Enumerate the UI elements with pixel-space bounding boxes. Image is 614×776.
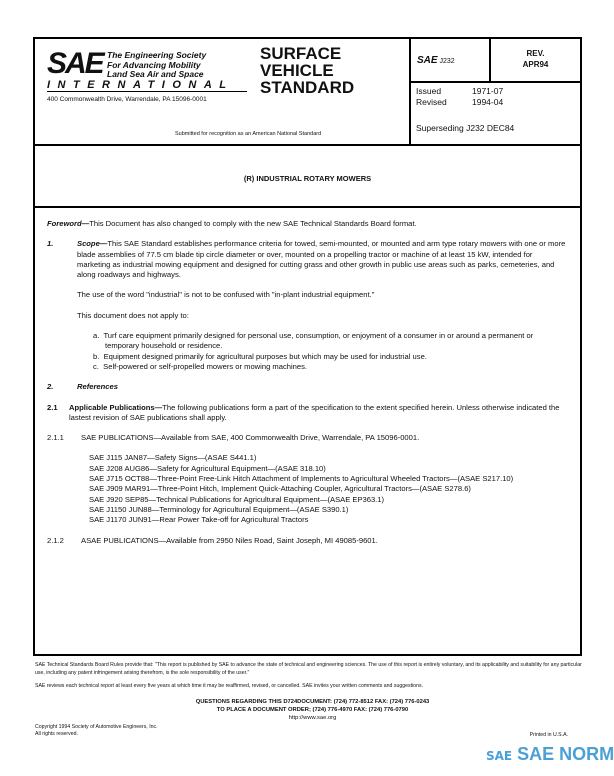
header: [35, 39, 580, 146]
reference-item: SAE J920 SEP85—Technical Publications for Agricultural Equipment—(ASAE EP363.1): [89, 494, 385, 504]
reference-item: SAE J1150 JUN88—Terminology for Agricultural Equipment—(ASAE S390.1): [89, 504, 349, 514]
doc-number-cell: [411, 39, 491, 83]
review-text: SAE reviews each technical report at least every five years at which time it may be reaffirmed, revised, or cancelled. SAE invites your written comments and suggestions.: [35, 683, 423, 689]
section-number: 2.1.1: [47, 433, 64, 443]
website-link[interactable]: http://www.sae.org: [288, 714, 337, 721]
doc-type-line: STANDARD: [260, 78, 355, 97]
section-number: 2.1: [47, 402, 58, 412]
watermark-text: SAE NORM: [517, 744, 614, 764]
section-number: 1.: [47, 239, 54, 249]
reference-item: SAE J208 AUG86—Safety for Agricultural Equipment—(ASAE 318.10): [89, 463, 326, 473]
sae-norm-watermark: [486, 744, 614, 765]
subsection-text: SAE PUBLICATIONS—Available from SAE, 400 Commonwealth Drive, Warrendale, PA 15096-0001.: [81, 433, 420, 443]
international-label: INTERNATIONAL: [47, 79, 247, 92]
document-title: (R) INDUSTRIAL ROTARY MOWERS: [35, 146, 580, 208]
subsection-label: Applicable Publications—: [69, 402, 163, 412]
list-item: [47, 352, 567, 362]
printed-in: Printed in U.S.A.: [529, 731, 568, 738]
footer: [35, 662, 590, 739]
references-heading: References: [77, 382, 118, 392]
logo-text: SAE: [47, 47, 103, 80]
reference-item: SAE J715 OCT88—Three-Point Free-Link Hitch Attachment of Implements to Agricultural Wheeled Tractors—(ASAE S217.10): [89, 474, 514, 484]
scope-paragraph: The use of the word "industrial" is not to be confused with "in-plant industrial equipment.": [77, 290, 375, 300]
copyright: Copyright 1994 Society of Automotive Engineers, Inc.: [35, 723, 158, 730]
scope-text: This SAE Standard establishes performance criteria for towed, semi-mounted, or mounted and arm type rotary mowers with one or more blade assemblies of 77.5 cm blade tip circle diameter or over, mounted on a propelling tractor or machine of at least 15 kW, intended for marketing as industrial mowing equipment and designed for cutting grass and other growth in public use areas such as parks, cemeteries, and along roadways and highways.: [77, 239, 566, 280]
address: 400 Commonwealth Drive, Warrendale, PA 15096-0001: [47, 96, 207, 103]
watermark-logo: SAE: [486, 749, 513, 763]
revised-label: Revised: [416, 97, 447, 107]
document-header-box: [33, 37, 582, 656]
list-text: Equipment designed primarily for agricultural purposes but which may be used for industrial use.: [103, 351, 427, 361]
doc-type: [260, 45, 354, 96]
list-marker: b.: [93, 351, 100, 361]
doc-type-line: SURFACE: [260, 44, 342, 63]
tagline-line: The Engineering Society: [107, 50, 207, 60]
foreword-text: This Document has also changed to comply with the new SAE Technical Standards Board format.: [89, 219, 417, 228]
supersedes: Superseding J232 DEC84: [416, 123, 515, 133]
foreword-label: Foreword—: [47, 219, 90, 228]
tagline-line: Land Sea Air and Space: [107, 69, 204, 79]
issued-label: Issued: [416, 86, 442, 96]
scope-paragraph: This document does not apply to:: [77, 310, 189, 320]
questions-contact: QUESTIONS REGARDING THIS D724DOCUMENT: (724) 772-8512 FAX: (724) 776-0243: [195, 698, 430, 705]
list-marker: c.: [93, 361, 99, 371]
list-item: [47, 362, 567, 372]
sae-mini-logo: SAE: [417, 55, 438, 66]
reference-item: SAE J1170 JUN91—Rear Power Take-off for Agricultural Tractors: [89, 515, 309, 525]
rights: All rights reserved.: [35, 731, 78, 737]
list-text: Turf care equipment primarily designed for personal use, consumption, or enjoyment of a consumer in or around a permanent or temporary household or residence.: [103, 331, 534, 351]
section-number: 2.: [47, 382, 54, 392]
issued-date: 1971-07: [472, 86, 504, 96]
doc-number: J232: [439, 58, 455, 65]
list-text: Self-powered or self-propelled mowers or mowing machines.: [103, 361, 308, 371]
doc-type-line: VEHICLE: [260, 61, 334, 80]
scope-label: Scope—: [77, 239, 108, 249]
rev-cell: [491, 39, 580, 83]
tagline-line: For Advancing Mobility: [107, 59, 201, 70]
subsection-text: The following publications form a part of the specification to the extent specified herein. Unless otherwise indicated the lastest revision of SAE publications shall apply.: [69, 402, 560, 422]
rev-label: REV.: [526, 49, 545, 58]
list-marker: a.: [93, 331, 100, 341]
subsection-text: ASAE PUBLICATIONS—Available from 2950 Niles Road, Saint Joseph, MI 49085-9601.: [81, 535, 378, 545]
submitted-note: Submitted for recognition as an American National Standard: [175, 131, 322, 137]
reference-item: SAE J909 MAR91—Three-Point Hitch, Implement Quick-Attaching Coupler, Agricultural Tractors—(ASAE S278.6): [89, 484, 471, 494]
tagline: [107, 51, 247, 80]
order-contact: TO PLACE A DOCUMENT ORDER; (724) 776-4970 FAX: (724) 776-0790: [216, 706, 409, 713]
list-item: [47, 331, 567, 352]
rev-value: APR94: [522, 60, 549, 69]
section-number: 2.1.2: [47, 535, 64, 545]
dates: [416, 86, 528, 108]
sae-publications-list: [47, 453, 567, 525]
revised-date: 1994-04: [472, 97, 504, 107]
reference-item: SAE J115 JAN87—Safety Signs—(ASAE S441.1): [89, 453, 257, 463]
policy-text: SAE Technical Standards Board Rules provide that: "This report is published by SAE to advance the state of technical and engineering sciences. The use of this report is entirely voluntary, and its applicability and suitability for any particular use, including any patent infringement arising therefrom, is the sole responsibility of the user.": [35, 662, 582, 676]
document-body: [47, 219, 567, 556]
